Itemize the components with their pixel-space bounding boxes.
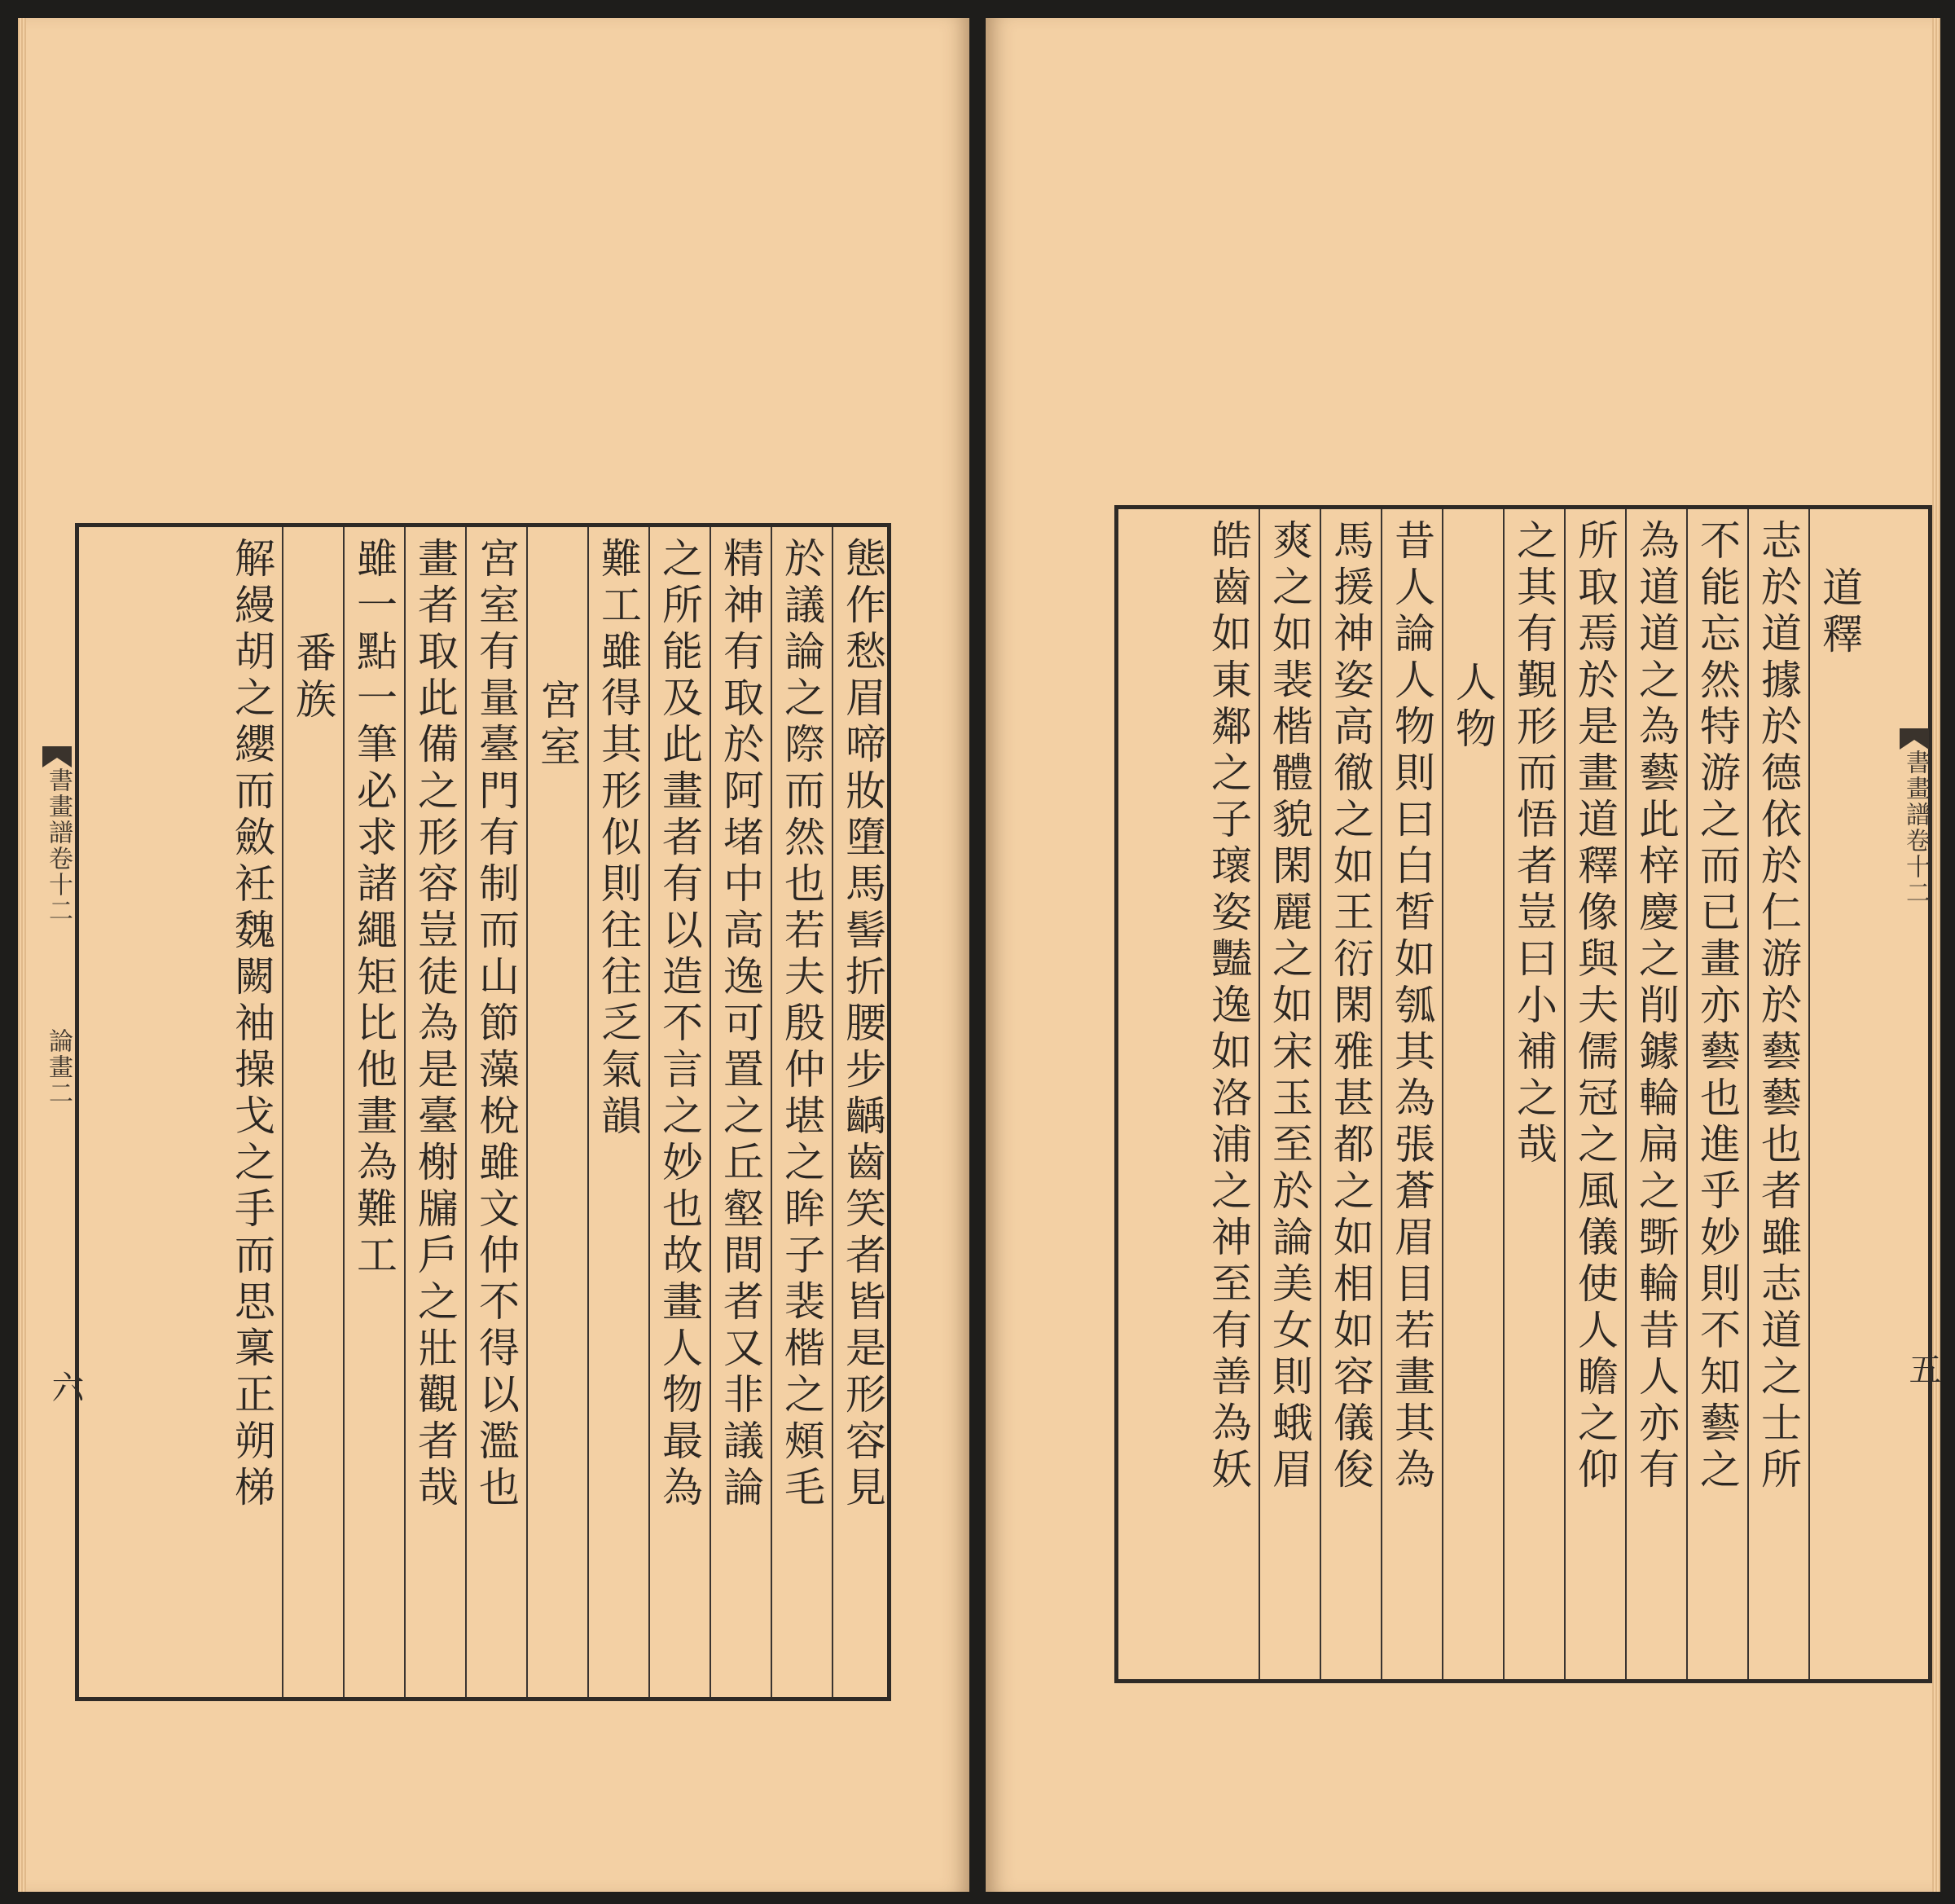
- text-frame-left: [75, 523, 891, 1701]
- column-rule: [1503, 509, 1505, 1679]
- section-heading: 道釋: [1816, 566, 1863, 659]
- column-rule: [1747, 509, 1749, 1679]
- text-column: 態作愁眉啼妝墮馬髻折腰步齲齒笑者皆是形容見: [839, 537, 886, 1512]
- text-column: 爽之如裴楷體貌閑麗之如宋玉至於論美女則蛾眉: [1266, 519, 1313, 1494]
- column-rule: [648, 527, 650, 1697]
- column-rule: [1686, 509, 1688, 1679]
- section-heading: 人物: [1449, 661, 1496, 754]
- text-column: 精神有取於阿堵中高逸可置之丘壑間者又非議論: [717, 537, 764, 1512]
- column-rule: [1564, 509, 1566, 1679]
- column-rule: [282, 527, 283, 1697]
- text-column: 之所能及此畫者有以造不言之妙也故畫人物最為: [656, 537, 703, 1512]
- text-column: 宮室有量臺門有制而山節藻梲雖文仲不得以濫也: [472, 537, 520, 1512]
- column-rule: [404, 527, 406, 1697]
- column-rule: [1381, 509, 1382, 1679]
- text-column: 為道道之為藝此梓慶之削鐻輪扁之斲輪昔人亦有: [1632, 519, 1680, 1494]
- column-rule: [771, 527, 772, 1697]
- section-heading: 宮室: [534, 679, 581, 772]
- right-spine-strip: [1895, 505, 1941, 1683]
- section-heading: 番族: [289, 631, 336, 724]
- column-rule: [1808, 509, 1810, 1679]
- page-number: 五: [1904, 1352, 1941, 1385]
- left-spine-strip: [37, 523, 84, 1701]
- text-column: 所取焉於是畫道釋像與夫儒冠之風儀使人瞻之仰: [1571, 519, 1619, 1494]
- text-column: 之其有覲形而悟者豈曰小補之哉: [1510, 519, 1557, 1169]
- column-rule: [1442, 509, 1443, 1679]
- column-rule: [1625, 509, 1627, 1679]
- column-rule: [343, 527, 345, 1697]
- column-rule: [526, 527, 528, 1697]
- column-rule: [465, 527, 467, 1697]
- page-number: 六: [46, 1370, 84, 1403]
- text-column: 畫者取此備之形容豈徒為是臺榭牖戶之壯觀者哉: [411, 537, 459, 1512]
- column-rule: [1259, 509, 1260, 1679]
- column-rule: [832, 527, 833, 1697]
- column-rule: [587, 527, 589, 1697]
- text-frame-right: [1114, 505, 1932, 1683]
- text-column: 皓齒如東鄰之子瓌姿豔逸如洛浦之神至有善為妖: [1205, 519, 1252, 1494]
- text-column: 雖一點一筆必求諸繩矩比他畫為難工: [350, 537, 398, 1280]
- left-page: [18, 18, 969, 1892]
- spine-section: 論畫二: [44, 1028, 72, 1106]
- spine-title: 書畫譜卷十二: [1901, 750, 1930, 906]
- text-column: 難工雖得其形似則往往乏氣韻: [595, 537, 642, 1141]
- text-column: 解縵胡之纓而斂衽魏闕袖操戈之手而思稟正朔梯: [228, 537, 275, 1512]
- column-rule: [1320, 509, 1321, 1679]
- text-column: 馬援神姿高徹之如王衍閑雅甚都之如相如容儀俊: [1327, 519, 1374, 1494]
- page-edge: [18, 18, 26, 1892]
- text-column: 昔人論人物則曰白皙如瓠其為張蒼眉目若畫其為: [1388, 519, 1435, 1494]
- spine-title: 書畫譜卷十二: [44, 767, 72, 924]
- text-column: 不能忘然特游之而已畫亦藝也進乎妙則不知藝之: [1694, 519, 1741, 1494]
- column-rule: [710, 527, 711, 1697]
- text-column: 志於道據於德依於仁游於藝藝也者雖志道之士所: [1755, 519, 1802, 1494]
- text-column: 於議論之際而然也若夫殷仲堪之眸子裴楷之頰毛: [778, 537, 825, 1512]
